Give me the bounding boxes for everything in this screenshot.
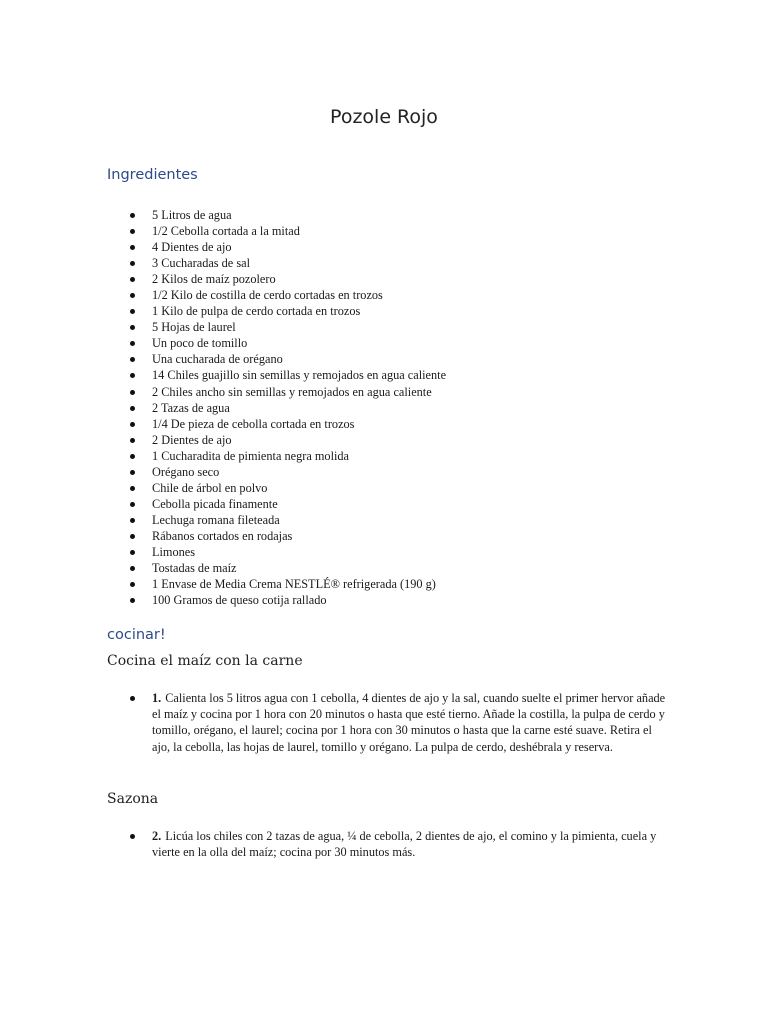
list-item: Una cucharada de orégano (107, 351, 707, 367)
list-item: Lechuga romana fileteada (107, 512, 707, 528)
list-item: Rábanos cortados en rodajas (107, 528, 707, 544)
list-item: Cebolla picada finamente (107, 496, 707, 512)
list-item: 100 Gramos de queso cotija rallado (107, 592, 707, 608)
list-item: 2 Dientes de ajo (107, 432, 707, 448)
step-text: Licúa los chiles con 2 tazas de agua, ¼ de cebolla, 2 dientes de ajo, el comino y la pimienta, cuela y vierte en la olla del maíz; cocina por 30 minutos más. (152, 829, 657, 860)
step-number: 2. (152, 829, 162, 843)
list-item: Limones (107, 544, 707, 560)
list-item: Orégano seco (107, 464, 707, 480)
list-item: Tostadas de maíz (107, 560, 707, 576)
step-item (107, 690, 667, 755)
list-item: 3 Cucharadas de sal (107, 255, 707, 271)
page-title: Pozole Rojo (330, 106, 438, 128)
list-item: 1/2 Kilo de costilla de cerdo cortadas en trozos (107, 287, 707, 303)
list-item: 5 Hojas de laurel (107, 319, 707, 335)
list-item: 2 Chiles ancho sin semillas y remojados en agua caliente (107, 384, 707, 400)
list-item: 4 Dientes de ajo (107, 239, 707, 255)
ingredients-heading: Ingredientes (107, 167, 198, 183)
list-item: Chile de árbol en polvo (107, 480, 707, 496)
list-item: Un poco de tomillo (107, 335, 707, 351)
step-text: Calienta los 5 litros agua con 1 cebolla, 4 dientes de ajo y la sal, cuando suelte el primer hervor añade el maíz y cocina por 1 hora con 20 minutos o hasta que esté tierno. Añade la costilla, la pulpa de cerdo y tomillo, orégano, el laurel; cocina por 1 hora con 30 minutos o hasta que la carne esté suave. Retira el ajo, la cebolla, las hojas de laurel, tomillo y orégano. La pulpa de cerdo, deshébrala y reserva. (152, 691, 666, 754)
step-number: 1. (152, 691, 162, 705)
steps-list-1 (107, 690, 667, 755)
ingredients-list (107, 207, 707, 608)
list-item: 1/4 De pieza de cebolla cortada en trozos (107, 416, 707, 432)
list-item: 2 Tazas de agua (107, 400, 707, 416)
list-item: 2 Kilos de maíz pozolero (107, 271, 707, 287)
list-item: 14 Chiles guajillo sin semillas y remojados en agua caliente (107, 367, 707, 383)
step-item (107, 828, 667, 860)
section-heading-sazona: Sazona (107, 791, 159, 807)
cook-heading: cocinar! (107, 627, 166, 643)
list-item: 1 Kilo de pulpa de cerdo cortada en trozos (107, 303, 707, 319)
section-heading-maiz: Cocina el maíz con la carne (107, 653, 303, 669)
list-item: 1 Envase de Media Crema NESTLÉ® refrigerada (190 g) (107, 576, 707, 592)
list-item: 5 Litros de agua (107, 207, 707, 223)
steps-list-2 (107, 828, 667, 860)
list-item: 1 Cucharadita de pimienta negra molida (107, 448, 707, 464)
list-item: 1/2 Cebolla cortada a la mitad (107, 223, 707, 239)
